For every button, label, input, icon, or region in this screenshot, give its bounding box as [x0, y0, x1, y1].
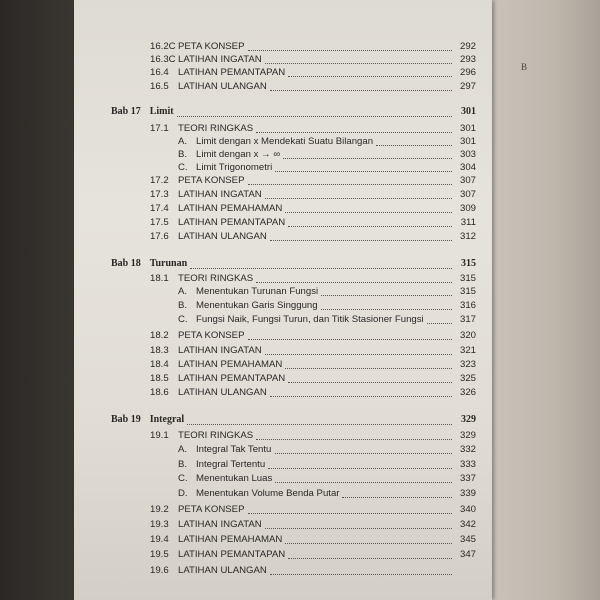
toc-leader-dots	[285, 368, 452, 369]
toc-page-number: 309	[459, 203, 476, 214]
toc-number: Bab 19	[111, 414, 141, 425]
toc-section-row	[74, 386, 492, 399]
toc-section-row	[74, 358, 492, 371]
toc-leader-dots	[256, 439, 452, 440]
toc-page-number: 345	[459, 534, 476, 545]
toc-leader-dots	[283, 158, 452, 159]
toc-title: TEORI RINGKAS	[178, 430, 254, 441]
toc-page-number: 292	[459, 41, 476, 52]
toc-subsection-row	[74, 148, 492, 161]
toc-title: PETA KONSEP	[178, 175, 245, 186]
toc-section-row	[74, 329, 492, 342]
toc-page-number: 321	[459, 345, 476, 356]
toc-subsection-row	[74, 161, 492, 174]
toc-number: C.	[178, 162, 188, 173]
toc-number: 17.6	[150, 231, 169, 242]
toc-page-number: 301	[459, 136, 476, 147]
toc-section-row	[74, 53, 492, 66]
toc-section-row	[74, 272, 492, 285]
toc-number: 17.4	[150, 203, 169, 214]
toc-leader-dots	[427, 323, 452, 324]
toc-page-number: 315	[459, 286, 476, 297]
toc-title: LATIHAN ULANGAN	[178, 387, 267, 398]
toc-subsection-row	[74, 299, 492, 312]
toc-page-number: 312	[459, 231, 476, 242]
toc-leader-dots	[265, 63, 452, 64]
toc-title: LATIHAN INGATAN	[178, 345, 262, 356]
toc-subsection-row	[74, 285, 492, 298]
toc-section-row	[74, 503, 492, 516]
toc-section-row	[74, 188, 492, 201]
toc-title: Integral Tertentu	[196, 459, 266, 470]
toc-section-row	[74, 372, 492, 385]
toc-section-row	[74, 564, 492, 577]
toc-title: LATIHAN PEMANTAPAN	[178, 549, 286, 560]
toc-number: 19.3	[150, 519, 169, 530]
table-of-contents-page	[74, 0, 492, 600]
toc-leader-dots	[288, 226, 452, 227]
toc-leader-dots	[321, 309, 452, 310]
toc-leader-dots	[270, 574, 452, 575]
toc-section-row	[74, 548, 492, 561]
toc-section-row	[74, 216, 492, 229]
background-right-page	[490, 0, 600, 600]
toc-page-number: 325	[459, 373, 476, 384]
toc-page-number: 301	[459, 123, 476, 134]
toc-leader-dots	[177, 116, 452, 117]
toc-number: 16.4	[150, 67, 169, 78]
toc-section-row	[74, 518, 492, 531]
toc-leader-dots	[342, 497, 452, 498]
toc-title: PETA KONSEP	[178, 504, 245, 515]
toc-title: PETA KONSEP	[178, 41, 245, 52]
toc-number: 17.2	[150, 175, 169, 186]
toc-leader-dots	[275, 171, 452, 172]
toc-number: 18.6	[150, 387, 169, 398]
toc-title: LATIHAN ULANGAN	[178, 81, 267, 92]
toc-number: 19.6	[150, 565, 169, 576]
toc-chapter-row	[74, 257, 492, 270]
toc-number: B.	[178, 149, 188, 160]
toc-number: C.	[178, 314, 188, 325]
toc-leader-dots	[256, 282, 452, 283]
toc-page-number: 339	[459, 488, 476, 499]
toc-section-row	[74, 202, 492, 215]
toc-page-number: 342	[459, 519, 476, 530]
toc-page-number: 307	[459, 189, 476, 200]
toc-title: Fungsi Naik, Fungsi Turun, dan Titik Stasioner Fungsi	[196, 314, 424, 325]
toc-leader-dots	[288, 76, 452, 77]
toc-page-number: 301	[461, 106, 476, 117]
toc-number: 17.1	[150, 123, 169, 134]
toc-number: C.	[178, 473, 188, 484]
toc-section-row	[74, 230, 492, 243]
toc-subsection-row	[74, 458, 492, 471]
toc-page-number: 311	[460, 217, 476, 228]
toc-leader-dots	[248, 339, 452, 340]
toc-title: TEORI RINGKAS	[178, 273, 254, 284]
toc-leader-dots	[288, 382, 452, 383]
toc-subsection-row	[74, 135, 492, 148]
toc-leader-dots	[248, 184, 452, 185]
toc-leader-dots	[248, 513, 452, 514]
toc-page-number: 337	[459, 473, 476, 484]
toc-leader-dots	[265, 354, 452, 355]
toc-title: LATIHAN INGATAN	[178, 519, 262, 530]
toc-number: 16.5	[150, 81, 169, 92]
toc-title: Limit dengan x → ∞	[196, 149, 281, 160]
toc-leader-dots	[270, 240, 452, 241]
adjacent-page-mark: B	[521, 62, 528, 72]
toc-section-row	[74, 174, 492, 187]
toc-subsection-row	[74, 487, 492, 500]
toc-leader-dots	[248, 50, 452, 51]
toc-leader-dots	[270, 90, 452, 91]
toc-section-row	[74, 533, 492, 546]
toc-title: Limit Trigonometri	[196, 162, 273, 173]
toc-number: 18.5	[150, 373, 169, 384]
toc-chapter-row	[74, 105, 492, 118]
toc-title: Menentukan Volume Benda Putar	[196, 488, 340, 499]
toc-title: LATIHAN PEMANTAPAN	[178, 373, 286, 384]
toc-page-number: 296	[459, 67, 476, 78]
toc-title: Integral Tak Tentu	[196, 444, 272, 455]
toc-page-number: 303	[459, 149, 476, 160]
toc-title: LATIHAN PEMAHAMAN	[178, 203, 283, 214]
toc-number: Bab 18	[111, 258, 141, 269]
toc-number: Bab 17	[111, 106, 141, 117]
toc-number: 18.1	[150, 273, 169, 284]
background-left	[0, 0, 78, 600]
toc-title: LATIHAN PEMANTAPAN	[178, 217, 286, 228]
toc-section-row	[74, 122, 492, 135]
toc-page-number: 333	[459, 459, 476, 470]
toc-title: LATIHAN PEMAHAMAN	[178, 534, 283, 545]
toc-number: 18.2	[150, 330, 169, 341]
toc-leader-dots	[270, 396, 452, 397]
toc-page-number: 304	[459, 162, 476, 173]
toc-title: Turunan	[149, 258, 188, 269]
toc-number: 19.1	[150, 430, 169, 441]
toc-section-row	[74, 40, 492, 53]
toc-number: 17.3	[150, 189, 169, 200]
toc-leader-dots	[265, 528, 452, 529]
toc-leader-dots	[288, 558, 452, 559]
toc-title: LATIHAN PEMANTAPAN	[178, 67, 286, 78]
toc-page-number: 317	[459, 314, 476, 325]
toc-title: Integral	[149, 414, 185, 425]
toc-title: LATIHAN ULANGAN	[178, 565, 267, 576]
toc-leader-dots	[376, 145, 452, 146]
toc-number: A.	[178, 136, 188, 147]
toc-leader-dots	[285, 543, 452, 544]
toc-subsection-row	[74, 443, 492, 456]
toc-page-number: 329	[459, 430, 476, 441]
toc-leader-dots	[268, 468, 452, 469]
toc-leader-dots	[275, 482, 452, 483]
toc-page-number: 293	[459, 54, 476, 65]
toc-title: TEORI RINGKAS	[178, 123, 254, 134]
toc-title: Limit dengan x Mendekati Suatu Bilangan	[196, 136, 374, 147]
toc-section-row	[74, 80, 492, 93]
toc-number: A.	[178, 444, 188, 455]
toc-title: Limit	[149, 106, 174, 117]
toc-page-number: 307	[459, 175, 476, 186]
toc-leader-dots	[190, 268, 452, 269]
toc-subsection-row	[74, 472, 492, 485]
toc-leader-dots	[187, 424, 452, 425]
toc-leader-dots	[256, 132, 452, 133]
toc-number: 18.3	[150, 345, 169, 356]
toc-title: LATIHAN INGATAN	[178, 189, 262, 200]
toc-chapter-row	[74, 413, 492, 426]
toc-title: Menentukan Luas	[196, 473, 273, 484]
toc-section-row	[74, 344, 492, 357]
toc-page-number: 332	[459, 444, 476, 455]
toc-title: LATIHAN PEMAHAMAN	[178, 359, 283, 370]
toc-leader-dots	[285, 212, 452, 213]
toc-page-number: 347	[459, 549, 476, 560]
toc-number: B.	[178, 459, 188, 470]
toc-page-number: 329	[461, 414, 476, 425]
toc-number: D.	[178, 488, 188, 499]
toc-number: 18.4	[150, 359, 169, 370]
toc-number: B.	[178, 300, 188, 311]
toc-page-number: 326	[459, 387, 476, 398]
toc-leader-dots	[321, 295, 452, 296]
toc-title: LATIHAN ULANGAN	[178, 231, 267, 242]
toc-number: 19.5	[150, 549, 169, 560]
toc-page-number: 323	[459, 359, 476, 370]
toc-leader-dots	[275, 453, 452, 454]
toc-title: Menentukan Garis Singgung	[196, 300, 318, 311]
toc-page-number: 340	[459, 504, 476, 515]
toc-number: 16.2C	[150, 41, 176, 52]
toc-number: 16.3C	[150, 54, 176, 65]
toc-number: 19.2	[150, 504, 169, 515]
toc-number: 19.4	[150, 534, 169, 545]
toc-title: LATIHAN INGATAN	[178, 54, 262, 65]
toc-page-number: 297	[459, 81, 476, 92]
toc-page-number: 320	[459, 330, 476, 341]
toc-section-row	[74, 429, 492, 442]
toc-section-row	[74, 66, 492, 79]
toc-page-number: 316	[459, 300, 476, 311]
toc-leader-dots	[265, 198, 452, 199]
toc-subsection-row	[74, 313, 492, 326]
toc-page-number: 315	[461, 258, 476, 269]
toc-number: 17.5	[150, 217, 169, 228]
toc-number: A.	[178, 286, 188, 297]
toc-title: Menentukan Turunan Fungsi	[196, 286, 319, 297]
toc-title: PETA KONSEP	[178, 330, 245, 341]
toc-page-number: 315	[459, 273, 476, 284]
